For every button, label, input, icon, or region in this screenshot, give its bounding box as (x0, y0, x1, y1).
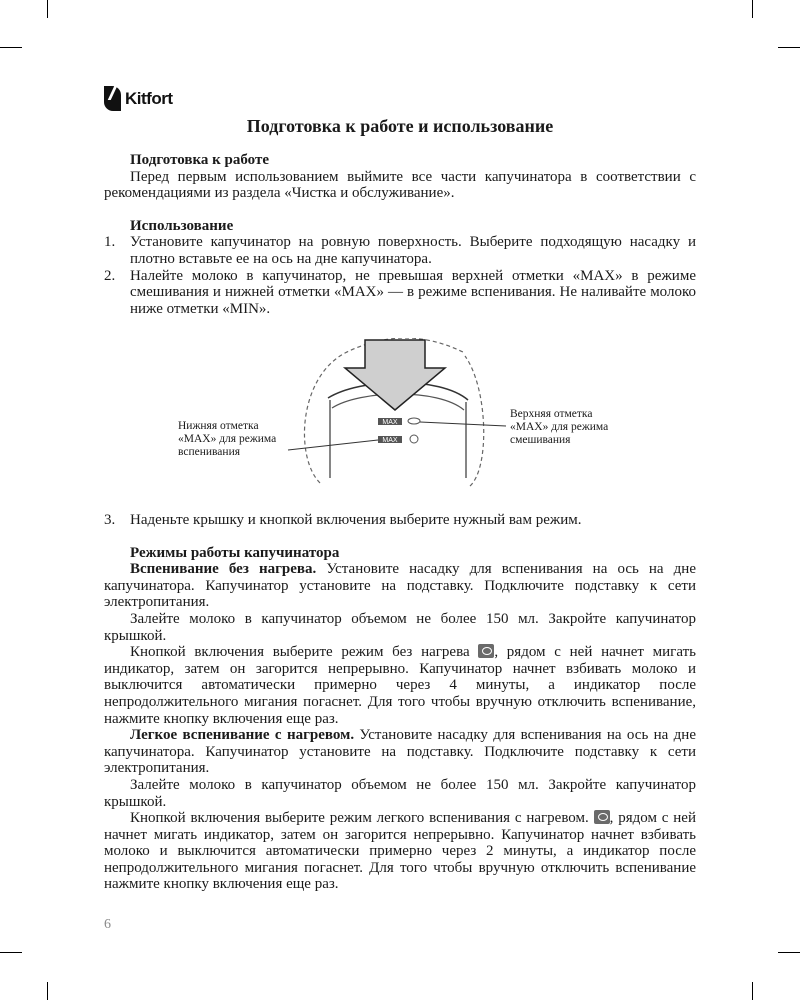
intro-section (104, 152, 696, 317)
max-mark-lower: MAX (382, 437, 398, 444)
modes-heading: Режимы работы капучинатора (130, 544, 340, 561)
step-text: Наденьте крышку и кнопкой включения выберите нужный вам режим. (130, 512, 582, 528)
no-heat-mode-icon (478, 644, 494, 658)
label-lower-max: Нижняя отметка «MAX» для режима вспенивания (178, 420, 277, 458)
mode-no-heat-milk: Залейте молоко в капучинатор объемом не более 150 мл. Закройте капучинатор крышкой. (104, 610, 696, 644)
list-item (104, 512, 696, 529)
crop-mark-bottom-right-h (778, 952, 800, 953)
crop-mark-top-left-v (47, 0, 48, 18)
modes-section (104, 512, 696, 893)
crop-mark-top-right-v (752, 0, 753, 18)
step-text: Налейте молоко в капучинатор, не превышая верхней отметки «MAX» в режиме смешивания и нижней отметки «MAX» — в режиме вспенивания. Не наливайте молоко ниже отметки «MIN». (130, 267, 696, 317)
max-mark-upper: MAX (382, 419, 398, 426)
logo-icon (104, 86, 121, 111)
usage-heading: Использование (130, 217, 234, 234)
step-number: 1. (104, 234, 116, 251)
light-heat-mode-icon (594, 810, 610, 824)
list-item (104, 234, 696, 267)
mode-heat-milk: Залейте молоко в капучинатор объемом не более 150 мл. Закройте капучинатор крышкой. (104, 776, 696, 810)
mode-no-heat-intro: Вспенивание без нагрева. Установите насадку для вспенивания на ось на дне капучинатора. Капучинатор установите на подставку. Подключите подставку к сети электропитания. (104, 561, 696, 611)
brand-logo (104, 86, 172, 111)
prep-heading: Подготовка к работе (130, 152, 269, 168)
brand-name: Kitfort (125, 88, 173, 108)
crop-mark-top-left-h (0, 47, 22, 48)
jug-diagram (170, 338, 640, 488)
crop-mark-bottom-right-v (752, 982, 753, 1000)
label-upper-max: Верхняя отметка «MAX» для режима смешивания (510, 408, 609, 446)
page-number: 6 (104, 917, 111, 932)
mode-heat-intro: Легкое вспенивание с нагревом. Установите насадку для вспенивания на ось на дне капучинатора. Капучинатор установите на подставку. Подключите подставку к сети электропитания. (104, 727, 696, 777)
mode-heat-start: Кнопкой включения выберите режим легкого вспенивания с нагревом. , рядом с ней начнет мигать индикатор, затем он загорится непрерывно. Капучинатор начнет взбивать молоко и выключится автоматически примерно через 2 минуты, а индикатор после непродолжительного мигания погаснет. Для того чтобы вручную отключить вспенивание нажмите кнопку включения еще раз. (104, 810, 696, 893)
page-title: Подготовка к работе и использование (246, 116, 554, 136)
crop-mark-bottom-left-h (0, 952, 22, 953)
step-number: 2. (104, 267, 116, 284)
step-text: Установите капучинатор на ровную поверхность. Выберите подходящую насадку и плотно вставьте ее на ось на дне капучинатора. (130, 234, 696, 267)
crop-mark-top-right-h (778, 47, 800, 48)
crop-mark-bottom-left-v (47, 982, 48, 1000)
prep-text: Перед первым использованием выймите все части капучинатора в соответствии с рекомендациями из раздела «Чистка и обслуживание». (104, 168, 696, 202)
mode-no-heat-start: Кнопкой включения выберите режим без нагрева , рядом с ней начнет мигать индикатор, затем он загорится непрерывно. Капучинатор начнет взбивать молоко и выключится автоматически примерно через 4 минуты, а индикатор после непродолжительного мигания погаснет. Для того чтобы вручную отключить вспенивание, нажмите кнопку включения еще раз. (104, 644, 696, 727)
step-number: 3. (104, 512, 116, 528)
list-item (104, 268, 696, 318)
